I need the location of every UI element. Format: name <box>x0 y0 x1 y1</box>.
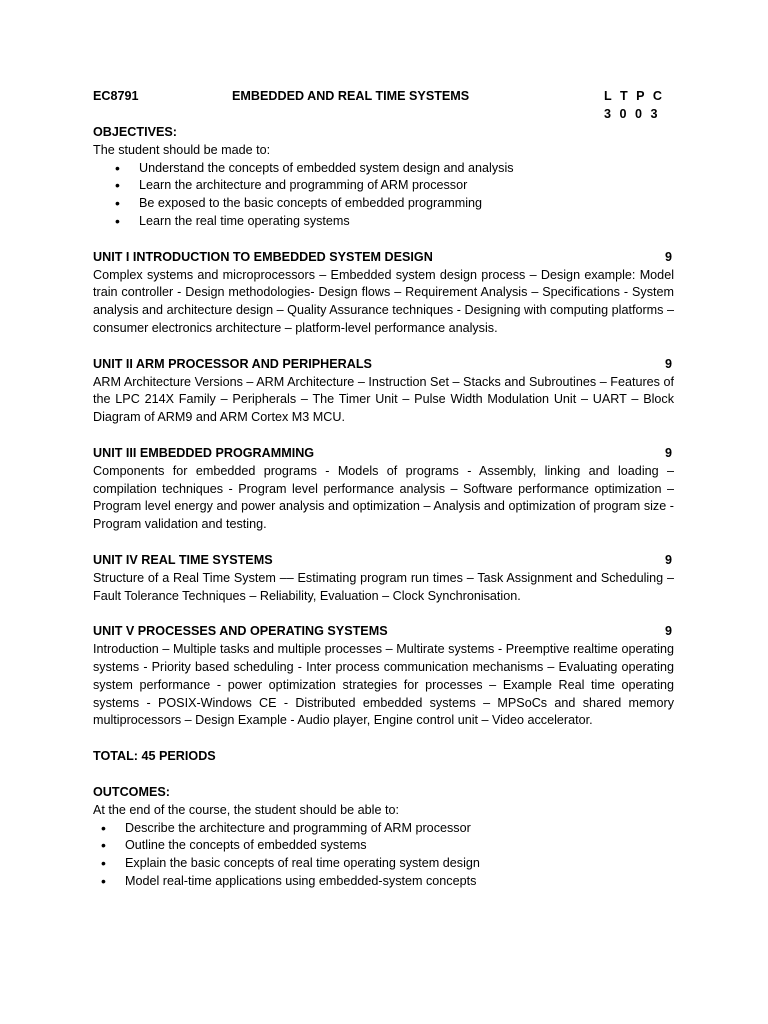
objectives-list <box>93 160 674 231</box>
unit-title: UNIT II ARM PROCESSOR AND PERIPHERALS <box>93 356 372 371</box>
unit-title: UNIT I INTRODUCTION TO EMBEDDED SYSTEM DESIGN <box>93 249 433 264</box>
unit-body: ARM Architecture Versions – ARM Architecture – Instruction Set – Stacks and Subroutines – Features of the LPC 214X Family – Peripherals – The Timer Unit – Pulse Width Modulation Unit – UART – Block Diagram of ARM9 and ARM Cortex M3 MCU. <box>93 374 674 425</box>
unit-title: UNIT III EMBEDDED PROGRAMMING <box>93 445 315 460</box>
unit-5 <box>93 623 674 730</box>
unit-hours: 9 <box>664 552 672 567</box>
objectives-intro: The student should be made to: <box>93 142 271 157</box>
unit-2 <box>93 356 674 427</box>
unit-hours: 9 <box>664 445 672 460</box>
course-code: EC8791 <box>93 89 139 103</box>
credits-row <box>93 106 674 124</box>
unit-hours: 9 <box>664 624 672 639</box>
outcome-item: • Explain the basic concepts of real time operating system design <box>93 855 674 873</box>
course-header <box>93 88 674 106</box>
syllabus-page <box>93 88 674 891</box>
outcomes-list <box>93 820 674 891</box>
objective-item: • Understand the concepts of embedded system design and analysis <box>93 160 674 178</box>
unit-hours: 9 <box>664 356 672 371</box>
unit-hours: 9 <box>664 249 672 264</box>
outcome-item: • Outline the concepts of embedded systems <box>93 837 674 855</box>
outcomes-heading: OUTCOMES: <box>93 784 170 799</box>
ltpc-credits: 3 0 0 3 <box>604 107 661 121</box>
unit-3 <box>93 445 674 534</box>
objective-item: • Learn the architecture and programming of ARM processor <box>93 177 674 195</box>
unit-title: UNIT V PROCESSES AND OPERATING SYSTEMS <box>93 624 388 639</box>
unit-body: Complex systems and microprocessors – Embedded system design process – Design example: Model train controller - Design methodologies- Design flows – Requirement Analysis – Specifications - System analysis and architecture design – Quality Assurance techniques - Designing with computing platforms – consumer electronics architecture – platform-level performance analysis. <box>93 267 674 335</box>
course-title: EMBEDDED AND REAL TIME SYSTEMS <box>232 89 470 103</box>
unit-title: UNIT IV REAL TIME SYSTEMS <box>93 552 273 567</box>
unit-body: Introduction – Multiple tasks and multiple processes – Multirate systems - Preemptive realtime operating systems - Priority based scheduling - Inter process communication mechanisms – Evaluating operating system performance - power optimization strategies for processes – Example Real time operating systems - POSIX-Windows CE - Distributed embedded systems – MPSoCs and shared memory multiprocessors – Design Example - Audio player, Engine control unit – Video accelerator. <box>93 642 674 728</box>
unit-4 <box>93 552 674 605</box>
objectives-heading: OBJECTIVES: <box>93 125 177 139</box>
outcome-item: • Describe the architecture and programming of ARM processor <box>93 820 674 838</box>
outcome-item: • Model real-time applications using embedded-system concepts <box>93 873 674 891</box>
objective-item: • Learn the real time operating systems <box>93 213 674 231</box>
unit-body: Structure of a Real Time System –– Estimating program run times – Task Assignment and Scheduling – Fault Tolerance Techniques – Reliability, Evaluation – Clock Synchronisation. <box>93 570 674 603</box>
objective-item: • Be exposed to the basic concepts of embedded programming <box>93 195 674 213</box>
unit-1 <box>93 249 674 338</box>
outcomes-intro: At the end of the course, the student should be able to: <box>93 802 399 817</box>
ltpc-label: L T P C <box>604 89 665 103</box>
unit-body: Components for embedded programs - Models of programs - Assembly, linking and loading – compilation techniques - Program level performance analysis – Software performance optimization – Program level energy and power analysis and optimization – Analysis and optimization of program size - Program validation and testing. <box>93 463 674 532</box>
total-periods: TOTAL: 45 PERIODS <box>93 749 216 764</box>
